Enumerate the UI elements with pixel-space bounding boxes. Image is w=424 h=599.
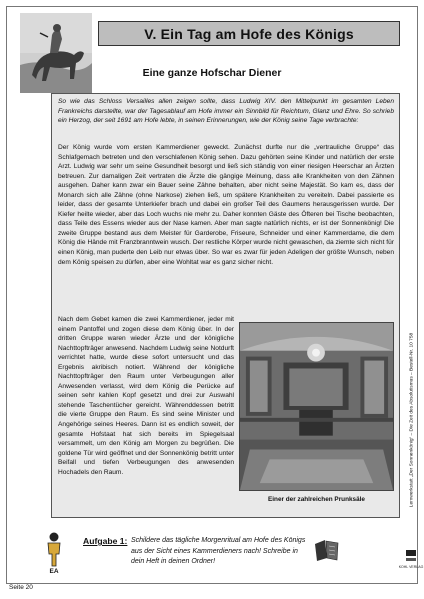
page-number: Seite 20	[9, 584, 33, 591]
body-paragraph-left: Nach dem Gebet kamen die zwei Kammerdiener, jeder mit einem Pantoffel und zogen diese dem König über. In der dritten Gruppe waren wieder Ärzte und der königliche Nachttopfträger anwesend. Nachdem Ludwig seine Notdurft verrichtet hatte, wurde diese sofort untersucht und das Ergebnis akribisch notiert. Während der königliche Nachttopfträger den Raum unter Verbeugungen aller Anwesenden verlasst, wird dem König die Perücke auf seinen sehr kahlen Kopf gesetzt und drei zur Auswahl stehende Taschentücher gereicht. Währenddessen betritt die vierte Gruppe den Raum. Es sind seine Minister und Angehörige seines Heeres. Dann ist es endlich soweit, der gesamte Hofstaat hat sich bereits im Spiegelsaal versammelt, um den König am Morgen zu begrüßen. Die goldene Tür wird geöffnet und der Sonnenkönig betritt unter Beifall und tiefen Verbeugungen des anwesenden Hochadels den Raum.	[58, 316, 234, 476]
photo-caption: Einer der zahlreichen Prunksäle	[268, 496, 365, 503]
page-title: V. Ein Tag am Hofe des Königs	[144, 25, 354, 42]
intro-paragraph: So wie das Schloss Versailles allen zeigen sollte, dass Ludwig XIV. den Mittelpunkt im gesamten Leben Frankreichs darstellte, war der Tagesablauf am Hofe immer ein Sinnbild für Reichtum, Glanz und Ehre. So schrieb ein Herzog, der seit 1691 am Hofe lebte, in seinen Erinnerungen, wie der König seine Tage verbrachte:	[58, 98, 394, 125]
palace-hall-photo	[239, 322, 394, 491]
task-text: Schildere das tägliche Morgenritual am Hofe des Königs aus der Sicht eines Kammerdieners nach! Schreibe in dein Heft in deinen Ordner!	[131, 537, 306, 565]
svg-text:KOHL VERLAG: KOHL VERLAG	[398, 565, 424, 569]
king-equestrian-image	[20, 13, 92, 93]
side-publisher-text	[405, 270, 419, 570]
section-subtitle: Eine ganze Hofschar Diener	[142, 67, 282, 79]
person-icon	[43, 532, 65, 568]
publisher-logo	[398, 548, 424, 570]
books-icon	[313, 538, 341, 562]
task-label: Aufgabe 1:	[83, 536, 128, 546]
body-paragraph-top: Der König wurde vom ersten Kammerdiener geweckt. Zunächst durfte nur die „vertrauliche Gruppe“ das Schlafgemach betreten und den verschlafenen König sehen. Dazu gehörten seine Kinder und natürlich der erste Arzt. Ludwig war sehr um seine Gesundheit besorgt und ließ sich ständig von einer riesigen Heerschar an Ärzten betreuen. Zur damaligen Zeit vertraten die Ärzte die gängige Meinung, dass alle Krankheiten von den Zähnen ausgehen. Daher kann zwar ein Bauer seine Zähne behalten, aber nicht seine Majestät. So kam es, dass der Monarch sich alle Zähne (ohne Narkose) ziehen ließ, um spätere Krankheiten zu vereiteln. Dabei passierte es leider, dass der gesamte Unterkiefer brach und dabei ein großer Teil des Gaumens herausgerissen wurde. Der Kiefer heilte wieder, aber das Loch wuchs nie mehr zu. Daher konnten Gäste des Öfteren bei Tische beobachten, dass Teile des Essens wieder aus der Nase kamen. Aber man sagte natürlich nichts, er ist der Sonnenkönig! Die zweite Gruppe bestand aus dem Meister für Garderobe, Friseure, Schneider und einer Kammerdame, die dem König die Hände mit Franzbranntwein wusch. Der restliche Körper wurde nicht gewaschen, da ziemte sich nicht für einen König, man puderte den Leib nur etwas über. So war es zwar für jeden Adeligen der größte Wunsch, neben dem König speisen zu dürfen, aber eine Wohltat war es ganz sicher nicht.	[58, 144, 394, 266]
title-bar	[98, 21, 400, 46]
ea-label: EA	[49, 568, 59, 575]
side-publisher-label: Lernwerkstatt „Der Sonnenkönig“ – Die Zeit des Absolutismus – Bestell-Nr. 10 758	[409, 332, 415, 508]
